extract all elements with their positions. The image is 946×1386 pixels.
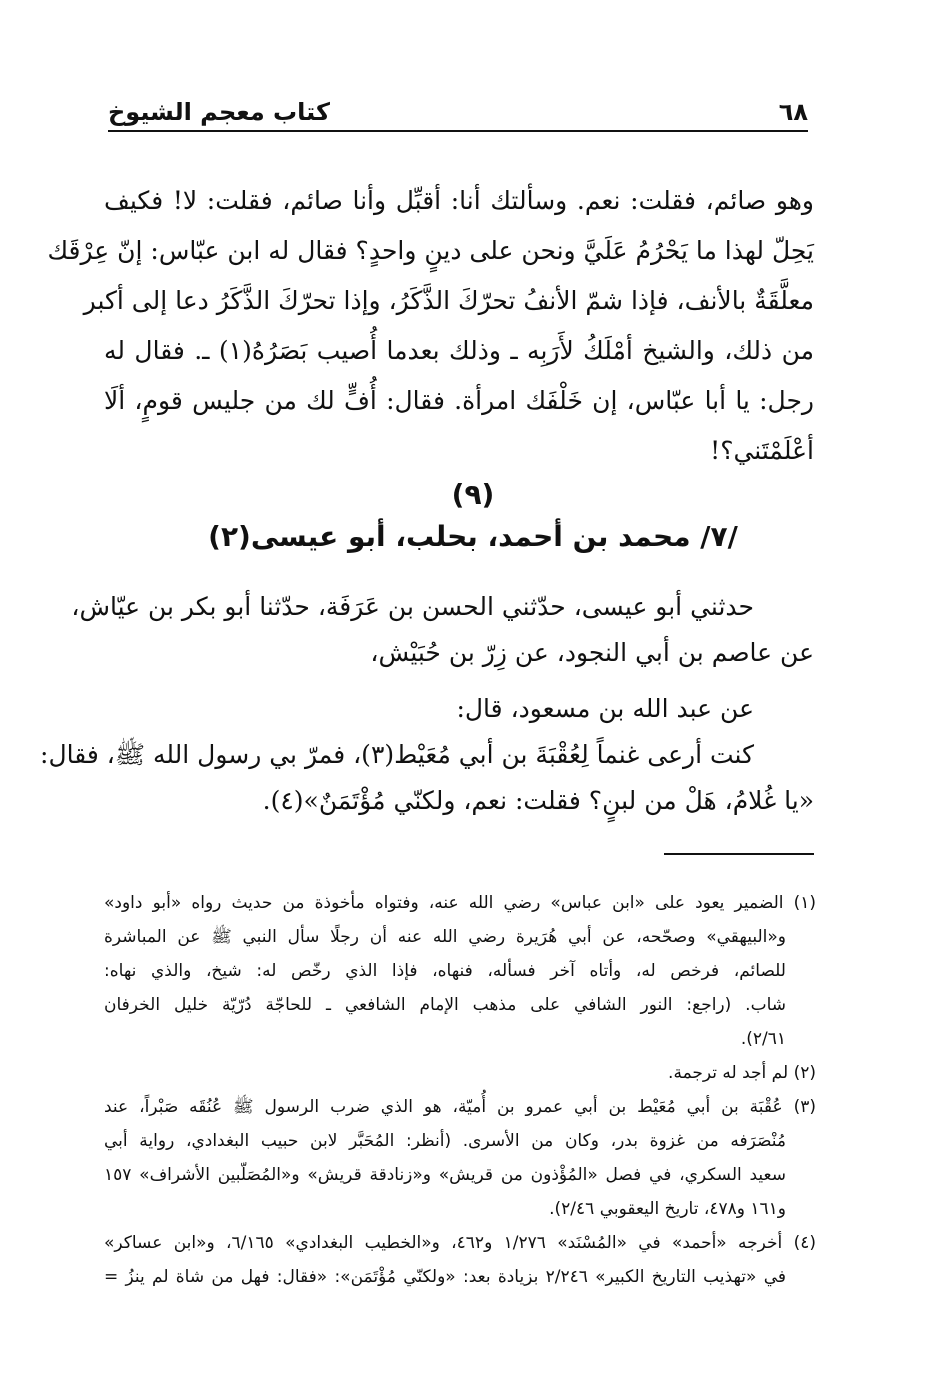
footnote-line: في «تهذيب التاريخ الكبير» ٢/٢٤٦ بزيادة بعد: «ولكنّي مُؤْتَمَن»: «فقال: فهل من شاة لم ينزُ = bbox=[104, 1267, 786, 1287]
body-line: معلَّقَةٌ بالأنف، فإذا شمّ الأنفُ تحرّكَ الذَّكَرُ، وإذا تحرّكَ الذَّكَرُ دعا إلى أكبر bbox=[83, 286, 814, 315]
section-title: /٧/ محمد بن أحمد، بحلب، أبو عيسى(٢) bbox=[208, 520, 738, 553]
body-line: أعْلَمْتَني؟! bbox=[710, 436, 814, 465]
footnote-line: و«البيهقي» وصحّحه، عن أبي هُرَيرة رضي الله عنه أن رجلًا سأل النبي ﷺ عن المباشرة bbox=[104, 927, 786, 947]
footnote-line: سعيد السكري، في فصل «المُؤْذون من قريش» و«زنادقة قريش» و«المُصَلّبين الأشراف» ١٥٧ bbox=[104, 1165, 786, 1185]
footnote-4 bbox=[104, 1226, 816, 1294]
body-line: وهو صائم، فقلت: نعم. وسألتك أنا: أقبِّل وأنا صائم، فقلت: لا! فكيف bbox=[104, 186, 814, 215]
footnote-1 bbox=[104, 886, 816, 1056]
footnotes bbox=[104, 886, 816, 1294]
footnote-line: و١٦١ و٤٧٨، تاريخ اليعقوبي ٢/٤٦). bbox=[549, 1199, 786, 1219]
book-title: كتاب معجم الشيوخ bbox=[108, 98, 330, 126]
section-number: (٩) bbox=[451, 478, 495, 511]
footnote-line: مُنْصَرَفه من غزوة بدر، وكان من الأسرى. (أنظر: المُحَبَّر لابن حبيب البغدادي، رواية أبي bbox=[104, 1131, 786, 1151]
footnote-separator bbox=[664, 853, 814, 855]
footnote-line: للصائم، فرخص له، وأتاه آخر فسأله، فنهاه، فإذا الذي رخّص له: شيخ، والذي نهاه: bbox=[104, 961, 786, 981]
matn-line: «يا غُلامُ، هَلْ من لبنٍ؟ فقلت: نعم، ولكنّي مُؤْتَمَنٌ»(٤). bbox=[262, 786, 814, 815]
isnad-line: حدثني أبو عيسى، حدّثني الحسن بن عَرَفَة، حدّثنا أبو بكر بن عيّاش، bbox=[71, 592, 754, 621]
body-line: يَحِلّ لهذا ما يَحْرُمُ عَلَيَّ ونحن على دينٍ واحدٍ؟ فقال له ابن عبّاس: إنّ عِرْقَك bbox=[47, 236, 814, 265]
page-number: ٦٨ bbox=[778, 98, 808, 126]
narrator-line: عن عبد الله بن مسعود، قال: bbox=[456, 694, 754, 723]
isnad-line: عن عاصم بن أبي النجود، عن زِرّ بن حُبَيْش، bbox=[370, 638, 814, 667]
footnote-line: (٢) لم أجد له ترجمة. bbox=[668, 1063, 816, 1083]
body-paragraph bbox=[47, 176, 814, 476]
footnote-line: (٤) أخرجه «أحمد» في «المُسْنَد» ١/٢٧٦ و٤٦٢، و«الخطيب البغدادي» ٦/١٦٥، و«ابن عساكر» bbox=[104, 1233, 816, 1253]
matn-line: كنت أرعى غنماً لِعُقْبَةَ بن أبي مُعَيْط(٣)، فمرّ بي رسول الله ﷺ، فقال: bbox=[40, 740, 754, 769]
running-header bbox=[108, 90, 808, 132]
footnote-line: (١) الضمير يعود على «ابن عباس» رضي الله عنه، وفتواه مأخوذة من حديث رواه «أبو داود» bbox=[104, 893, 816, 913]
hadith-text bbox=[40, 584, 814, 824]
footnote-line: (٣) عُقْبَة بن أبي مُعَيْط بن أبي عمرو بن أُميّة، هو الذي ضرب الرسول ﷺ عُنُقَه صَبْراً، عند bbox=[104, 1097, 816, 1117]
footnote-line: شاب. (راجع: النور الشافي على مذهب الإمام الشافعي ـ للحاجّة دُرّيّة خليل الخرفان bbox=[104, 995, 786, 1015]
footnote-2 bbox=[104, 1056, 816, 1090]
body-line: من ذلك، والشيخ أمْلَكُ لأَرَبِه ـ وذلك بعدما أُصيب بَصَرُهُ(١) ـ. فقال له bbox=[104, 336, 814, 365]
footnote-line: ٢/٦١). bbox=[740, 1029, 786, 1049]
footnote-3 bbox=[104, 1090, 816, 1226]
body-line: رجل: يا أبا عبّاس، إن خَلْفَك امرأة. فقال: أُفٍّ لك من جليس قومٍ، ألَا bbox=[104, 386, 814, 415]
